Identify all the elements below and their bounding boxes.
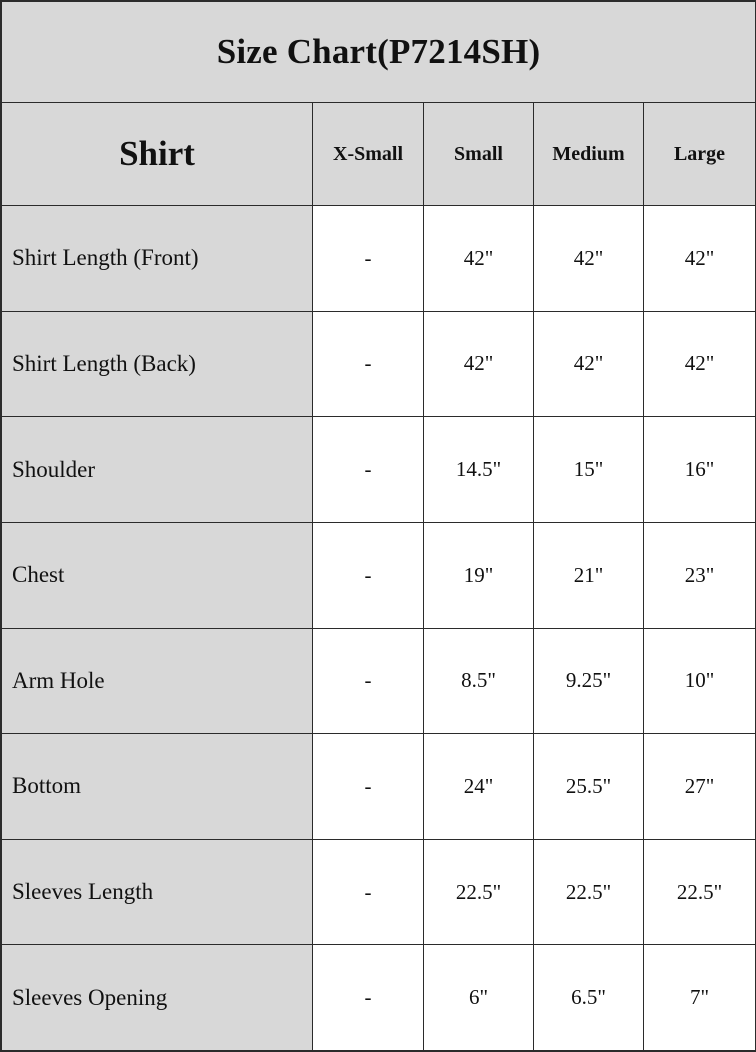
table-row — [2, 417, 756, 523]
measurement-value: 16" — [644, 417, 756, 523]
measurement-value: 7" — [644, 945, 756, 1051]
measurement-value: 6" — [424, 945, 534, 1051]
table-row — [2, 206, 756, 312]
header-row — [2, 103, 756, 206]
measurement-value: 21" — [534, 522, 644, 628]
measurement-value: - — [313, 628, 424, 734]
column-header-small: Small — [424, 103, 534, 206]
measurement-value: 42" — [644, 206, 756, 312]
measurement-value: 14.5" — [424, 417, 534, 523]
measurement-value: - — [313, 417, 424, 523]
measurement-value: 10" — [644, 628, 756, 734]
measurement-value: - — [313, 734, 424, 840]
measurement-value: 15" — [534, 417, 644, 523]
measurement-label: Sleeves Length — [2, 839, 313, 945]
measurement-value: 22.5" — [534, 839, 644, 945]
measurement-value: 22.5" — [644, 839, 756, 945]
measurement-value: 42" — [534, 311, 644, 417]
measurement-value: 9.25" — [534, 628, 644, 734]
column-header-x-small: X-Small — [313, 103, 424, 206]
page-title: Size Chart(P7214SH) — [2, 2, 756, 103]
measurement-label: Shirt Length (Front) — [2, 206, 313, 312]
measurement-value: 27" — [644, 734, 756, 840]
measurement-value: 6.5" — [534, 945, 644, 1051]
measurement-value: 24" — [424, 734, 534, 840]
measurement-value: 19" — [424, 522, 534, 628]
measurement-value: 42" — [424, 311, 534, 417]
measurement-value: 42" — [644, 311, 756, 417]
category-label: Shirt — [2, 103, 313, 206]
measurement-label: Chest — [2, 522, 313, 628]
measurement-value: - — [313, 945, 424, 1051]
size-chart-table — [1, 1, 756, 1051]
measurement-value: - — [313, 839, 424, 945]
measurement-value: 8.5" — [424, 628, 534, 734]
measurement-value: 42" — [424, 206, 534, 312]
measurement-value: 23" — [644, 522, 756, 628]
column-header-medium: Medium — [534, 103, 644, 206]
measurement-value: 42" — [534, 206, 644, 312]
measurement-value: 25.5" — [534, 734, 644, 840]
measurement-label: Shirt Length (Back) — [2, 311, 313, 417]
measurement-label: Shoulder — [2, 417, 313, 523]
column-header-large: Large — [644, 103, 756, 206]
measurement-value: 22.5" — [424, 839, 534, 945]
measurement-label: Bottom — [2, 734, 313, 840]
table-row — [2, 628, 756, 734]
measurement-value: - — [313, 311, 424, 417]
table-row — [2, 839, 756, 945]
measurement-value: - — [313, 522, 424, 628]
title-row — [2, 2, 756, 103]
table-row — [2, 734, 756, 840]
measurement-label: Sleeves Opening — [2, 945, 313, 1051]
measurement-label: Arm Hole — [2, 628, 313, 734]
measurement-value: - — [313, 206, 424, 312]
table-row — [2, 522, 756, 628]
size-chart-body — [2, 2, 756, 1051]
table-row — [2, 945, 756, 1051]
table-row — [2, 311, 756, 417]
